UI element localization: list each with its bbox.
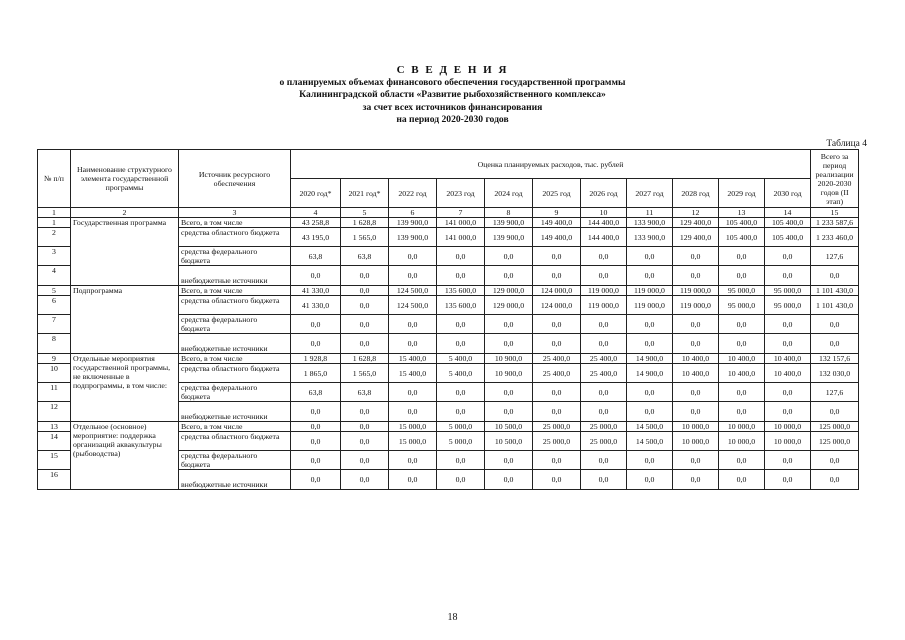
year-value: 25 400,0: [581, 364, 627, 383]
year-value: 129 400,0: [673, 228, 719, 247]
year-value: 25 400,0: [533, 354, 581, 364]
year-value: 0,0: [389, 470, 437, 490]
funding-source: внебюджетные источники: [179, 334, 291, 354]
year-value: 141 000,0: [437, 218, 485, 228]
table-row: [38, 354, 859, 364]
year-value: 10 000,0: [719, 432, 765, 451]
year-header: 2029 год: [719, 179, 765, 208]
row-number: 1: [38, 218, 71, 228]
funding-source: внебюджетные источники: [179, 266, 291, 286]
year-value: 0,0: [673, 315, 719, 334]
year-value: 0,0: [485, 266, 533, 286]
year-value: 105 400,0: [719, 218, 765, 228]
year-value: 1 628,8: [341, 354, 389, 364]
year-value: 1 628,8: [341, 218, 389, 228]
period-total: 0,0: [811, 266, 859, 286]
year-value: 119 000,0: [627, 286, 673, 296]
period-total: 0,0: [811, 470, 859, 490]
table-body: [38, 218, 859, 490]
funding-source: средства федерального бюджета: [179, 247, 291, 266]
year-value: 0,0: [389, 266, 437, 286]
year-value: 0,0: [437, 315, 485, 334]
year-value: 133 900,0: [627, 228, 673, 247]
year-header: 2022 год: [389, 179, 437, 208]
year-value: 1 865,0: [291, 364, 341, 383]
title-line-5: на период 2020-2030 годов: [396, 114, 509, 126]
row-number: 14: [38, 432, 71, 451]
period-total: 127,6: [811, 247, 859, 266]
row-number: 16: [38, 470, 71, 490]
year-value: 0,0: [719, 451, 765, 470]
year-header: 2025 год: [533, 179, 581, 208]
column-index-row: [38, 208, 859, 218]
year-value: 0,0: [291, 315, 341, 334]
year-header: 2021 год*: [341, 179, 389, 208]
year-value: 0,0: [765, 315, 811, 334]
row-number: 3: [38, 247, 71, 266]
year-value: 0,0: [673, 266, 719, 286]
funding-source: Всего, в том числе: [179, 218, 291, 228]
funding-source: внебюджетные источники: [179, 402, 291, 422]
year-value: 0,0: [673, 402, 719, 422]
year-value: 0,0: [719, 334, 765, 354]
year-header: 2026 год: [581, 179, 627, 208]
year-value: 149 400,0: [533, 218, 581, 228]
year-value: 25 000,0: [581, 432, 627, 451]
column-index: 1: [38, 208, 71, 218]
year-value: 0,0: [533, 334, 581, 354]
year-value: 14 900,0: [627, 364, 673, 383]
year-value: 0,0: [581, 383, 627, 402]
year-value: 10 400,0: [765, 354, 811, 364]
period-total: 127,6: [811, 383, 859, 402]
year-value: 0,0: [533, 383, 581, 402]
column-index: 14: [765, 208, 811, 218]
element-name: Отдельные мероприятия государственной программы, не включенные в подпрограммы, в том числе:: [71, 354, 179, 422]
year-value: 124 500,0: [389, 286, 437, 296]
year-value: 0,0: [765, 266, 811, 286]
year-value: 0,0: [485, 402, 533, 422]
year-value: 25 000,0: [533, 422, 581, 432]
year-value: 119 000,0: [581, 286, 627, 296]
year-value: 0,0: [437, 451, 485, 470]
year-value: 129 000,0: [485, 296, 533, 315]
year-value: 1 928,8: [291, 354, 341, 364]
title-line-4: за счет всех источников финансирования: [362, 101, 543, 113]
header-source: Источник ресурсного обеспечения: [179, 150, 291, 208]
year-value: 15 400,0: [389, 364, 437, 383]
year-value: 10 000,0: [719, 422, 765, 432]
year-value: 0,0: [627, 383, 673, 402]
year-value: 0,0: [389, 247, 437, 266]
year-value: 14 900,0: [627, 354, 673, 364]
year-value: 0,0: [437, 402, 485, 422]
year-header: 2024 год: [485, 179, 533, 208]
row-number: 12: [38, 402, 71, 422]
year-value: 119 000,0: [673, 296, 719, 315]
year-value: 0,0: [485, 247, 533, 266]
year-value: 0,0: [719, 266, 765, 286]
row-number: 9: [38, 354, 71, 364]
year-value: 10 500,0: [485, 422, 533, 432]
year-value: 10 400,0: [719, 364, 765, 383]
year-value: 135 600,0: [437, 296, 485, 315]
year-value: 0,0: [673, 451, 719, 470]
row-number: 4: [38, 266, 71, 286]
year-value: 0,0: [719, 402, 765, 422]
header-name: Наименование структурного элемента государственной программы: [71, 150, 179, 208]
year-value: 0,0: [341, 470, 389, 490]
period-total: 132 157,6: [811, 354, 859, 364]
year-value: 0,0: [291, 432, 341, 451]
year-value: 0,0: [291, 402, 341, 422]
row-number: 11: [38, 383, 71, 402]
table-row: [38, 422, 859, 432]
year-value: 0,0: [765, 402, 811, 422]
year-value: 0,0: [581, 402, 627, 422]
year-value: 0,0: [627, 451, 673, 470]
year-value: 0,0: [581, 315, 627, 334]
year-value: 5 400,0: [437, 354, 485, 364]
header-num: № п/п: [38, 150, 71, 208]
year-value: 139 900,0: [389, 218, 437, 228]
funding-source: средства областного бюджета: [179, 432, 291, 451]
funding-source: Всего, в том числе: [179, 286, 291, 296]
header-total: Всего за период реализации 2020-2030 годов (II этап): [811, 150, 859, 208]
year-value: 14 500,0: [627, 432, 673, 451]
year-value: 0,0: [533, 402, 581, 422]
year-value: 119 000,0: [673, 286, 719, 296]
column-index: 12: [673, 208, 719, 218]
period-total: 125 000,0: [811, 422, 859, 432]
year-value: 0,0: [437, 266, 485, 286]
year-value: 0,0: [627, 402, 673, 422]
year-header: 2027 год: [627, 179, 673, 208]
year-value: 10 400,0: [673, 354, 719, 364]
table-label: Таблица 4: [826, 139, 867, 149]
year-value: 10 000,0: [673, 432, 719, 451]
year-value: 0,0: [581, 470, 627, 490]
year-value: 0,0: [765, 334, 811, 354]
year-value: 0,0: [627, 247, 673, 266]
year-value: 15 000,0: [389, 422, 437, 432]
year-value: 41 330,0: [291, 296, 341, 315]
year-value: 0,0: [291, 266, 341, 286]
year-value: 119 000,0: [627, 296, 673, 315]
year-value: 0,0: [291, 470, 341, 490]
row-number: 8: [38, 334, 71, 354]
year-header: 2020 год*: [291, 179, 341, 208]
year-value: 124 000,0: [533, 286, 581, 296]
year-value: 0,0: [341, 286, 389, 296]
year-value: 0,0: [389, 402, 437, 422]
period-total: 0,0: [811, 315, 859, 334]
year-value: 25 000,0: [533, 432, 581, 451]
row-number: 15: [38, 451, 71, 470]
year-value: 0,0: [533, 247, 581, 266]
element-name: Подпрограмма: [71, 286, 179, 354]
year-value: 0,0: [291, 451, 341, 470]
funding-source: Всего, в том числе: [179, 354, 291, 364]
year-value: 0,0: [485, 470, 533, 490]
year-value: 10 900,0: [485, 354, 533, 364]
row-number: 7: [38, 315, 71, 334]
year-value: 144 400,0: [581, 228, 627, 247]
column-index: 8: [485, 208, 533, 218]
funding-source: средства областного бюджета: [179, 364, 291, 383]
period-total: 1 233 587,6: [811, 218, 859, 228]
period-total: 0,0: [811, 402, 859, 422]
year-value: 15 400,0: [389, 354, 437, 364]
year-value: 63,8: [291, 383, 341, 402]
year-value: 0,0: [581, 247, 627, 266]
year-value: 0,0: [719, 470, 765, 490]
year-value: 149 400,0: [533, 228, 581, 247]
column-index: 9: [533, 208, 581, 218]
financing-table: [37, 149, 859, 490]
year-value: 0,0: [341, 296, 389, 315]
table-row: [38, 218, 859, 228]
funding-source: средства федерального бюджета: [179, 315, 291, 334]
year-value: 5 000,0: [437, 432, 485, 451]
year-value: 133 900,0: [627, 218, 673, 228]
year-value: 0,0: [389, 315, 437, 334]
row-number: 6: [38, 296, 71, 315]
year-value: 0,0: [765, 383, 811, 402]
year-value: 0,0: [341, 451, 389, 470]
year-value: 0,0: [485, 451, 533, 470]
column-index: 4: [291, 208, 341, 218]
year-value: 1 565,0: [341, 364, 389, 383]
period-total: 0,0: [811, 451, 859, 470]
year-value: 15 000,0: [389, 432, 437, 451]
year-value: 0,0: [765, 470, 811, 490]
year-value: 0,0: [389, 334, 437, 354]
year-value: 25 400,0: [581, 354, 627, 364]
year-value: 1 565,0: [341, 228, 389, 247]
year-value: 10 400,0: [765, 364, 811, 383]
year-value: 0,0: [341, 432, 389, 451]
year-value: 10 000,0: [673, 422, 719, 432]
year-value: 0,0: [341, 402, 389, 422]
column-index: 13: [719, 208, 765, 218]
year-value: 10 000,0: [765, 432, 811, 451]
title-line-2: о планируемых объемах финансового обеспечения государственной программы: [279, 77, 626, 88]
year-value: 0,0: [627, 315, 673, 334]
title-line-1: С В Е Д Е Н И Я: [396, 64, 509, 76]
year-value: 0,0: [485, 383, 533, 402]
year-value: 5 400,0: [437, 364, 485, 383]
year-value: 0,0: [291, 334, 341, 354]
year-value: 144 400,0: [581, 218, 627, 228]
column-index: 15: [811, 208, 859, 218]
year-header: 2023 год: [437, 179, 485, 208]
year-value: 105 400,0: [765, 218, 811, 228]
funding-source: средства федерального бюджета: [179, 383, 291, 402]
year-value: 124 500,0: [389, 296, 437, 315]
year-value: 63,8: [341, 383, 389, 402]
period-total: 0,0: [811, 334, 859, 354]
year-value: 25 000,0: [581, 422, 627, 432]
year-value: 10 900,0: [485, 364, 533, 383]
year-value: 139 900,0: [485, 228, 533, 247]
year-value: 41 330,0: [291, 286, 341, 296]
year-value: 0,0: [627, 266, 673, 286]
period-total: 132 030,0: [811, 364, 859, 383]
document-title: [0, 64, 905, 127]
year-value: 10 400,0: [673, 364, 719, 383]
year-value: 0,0: [673, 470, 719, 490]
year-value: 139 900,0: [389, 228, 437, 247]
period-total: 1 233 460,0: [811, 228, 859, 247]
year-value: 129 400,0: [673, 218, 719, 228]
title-line-3: Калининградской области «Развитие рыбохозяйственного комплекса»: [299, 89, 606, 101]
year-value: 0,0: [437, 247, 485, 266]
column-index: 2: [71, 208, 179, 218]
column-index: 11: [627, 208, 673, 218]
year-value: 141 000,0: [437, 228, 485, 247]
year-value: 0,0: [485, 315, 533, 334]
year-value: 95 000,0: [719, 296, 765, 315]
period-total: 1 101 430,0: [811, 286, 859, 296]
year-value: 14 500,0: [627, 422, 673, 432]
year-value: 95 000,0: [719, 286, 765, 296]
funding-source: внебюджетные источники: [179, 470, 291, 490]
year-value: 119 000,0: [581, 296, 627, 315]
year-value: 0,0: [533, 451, 581, 470]
year-value: 0,0: [719, 315, 765, 334]
year-value: 10 500,0: [485, 432, 533, 451]
year-value: 0,0: [485, 334, 533, 354]
funding-source: средства федерального бюджета: [179, 451, 291, 470]
year-value: 0,0: [627, 470, 673, 490]
year-value: 0,0: [341, 422, 389, 432]
year-value: 95 000,0: [765, 296, 811, 315]
year-value: 0,0: [341, 334, 389, 354]
year-value: 0,0: [533, 470, 581, 490]
period-total: 1 101 430,0: [811, 296, 859, 315]
year-value: 63,8: [291, 247, 341, 266]
year-value: 5 000,0: [437, 422, 485, 432]
year-value: 0,0: [673, 334, 719, 354]
column-index: 3: [179, 208, 291, 218]
year-value: 0,0: [581, 266, 627, 286]
year-value: 0,0: [719, 247, 765, 266]
funding-source: Всего, в том числе: [179, 422, 291, 432]
year-header: 2030 год: [765, 179, 811, 208]
page-number: 18: [447, 612, 458, 623]
year-value: 139 900,0: [485, 218, 533, 228]
year-value: 0,0: [437, 334, 485, 354]
year-value: 135 600,0: [437, 286, 485, 296]
year-value: 124 000,0: [533, 296, 581, 315]
element-name: Отдельное (основное) мероприятие: поддержка организаций аквакультуры (рыбоводства): [71, 422, 179, 490]
year-value: 0,0: [389, 383, 437, 402]
year-value: 105 400,0: [719, 228, 765, 247]
column-index: 10: [581, 208, 627, 218]
column-index: 6: [389, 208, 437, 218]
year-value: 0,0: [765, 247, 811, 266]
table-row: [38, 286, 859, 296]
year-value: 0,0: [533, 315, 581, 334]
year-value: 0,0: [719, 383, 765, 402]
element-name: Государственная программа: [71, 218, 179, 286]
row-number: 5: [38, 286, 71, 296]
year-value: 10 400,0: [719, 354, 765, 364]
year-value: 0,0: [533, 266, 581, 286]
funding-source: средства областного бюджета: [179, 296, 291, 315]
year-value: 105 400,0: [765, 228, 811, 247]
year-header: 2028 год: [673, 179, 719, 208]
year-value: 0,0: [389, 451, 437, 470]
period-total: 125 000,0: [811, 432, 859, 451]
row-number: 2: [38, 228, 71, 247]
header-estimate: Оценка планируемых расходов, тыс. рублей: [291, 150, 811, 179]
year-value: 43 258,8: [291, 218, 341, 228]
year-value: 0,0: [581, 334, 627, 354]
year-value: 0,0: [673, 383, 719, 402]
year-value: 43 195,0: [291, 228, 341, 247]
year-value: 0,0: [341, 315, 389, 334]
year-value: 0,0: [673, 247, 719, 266]
year-value: 0,0: [765, 451, 811, 470]
year-value: 63,8: [341, 247, 389, 266]
year-value: 0,0: [437, 383, 485, 402]
year-value: 129 000,0: [485, 286, 533, 296]
row-number: 13: [38, 422, 71, 432]
column-index: 7: [437, 208, 485, 218]
row-number: 10: [38, 364, 71, 383]
year-value: 0,0: [341, 266, 389, 286]
year-value: 25 400,0: [533, 364, 581, 383]
year-value: 10 000,0: [765, 422, 811, 432]
year-value: 0,0: [437, 470, 485, 490]
year-value: 0,0: [581, 451, 627, 470]
column-index: 5: [341, 208, 389, 218]
year-value: 0,0: [291, 422, 341, 432]
year-value: 95 000,0: [765, 286, 811, 296]
year-value: 0,0: [627, 334, 673, 354]
funding-source: средства областного бюджета: [179, 228, 291, 247]
